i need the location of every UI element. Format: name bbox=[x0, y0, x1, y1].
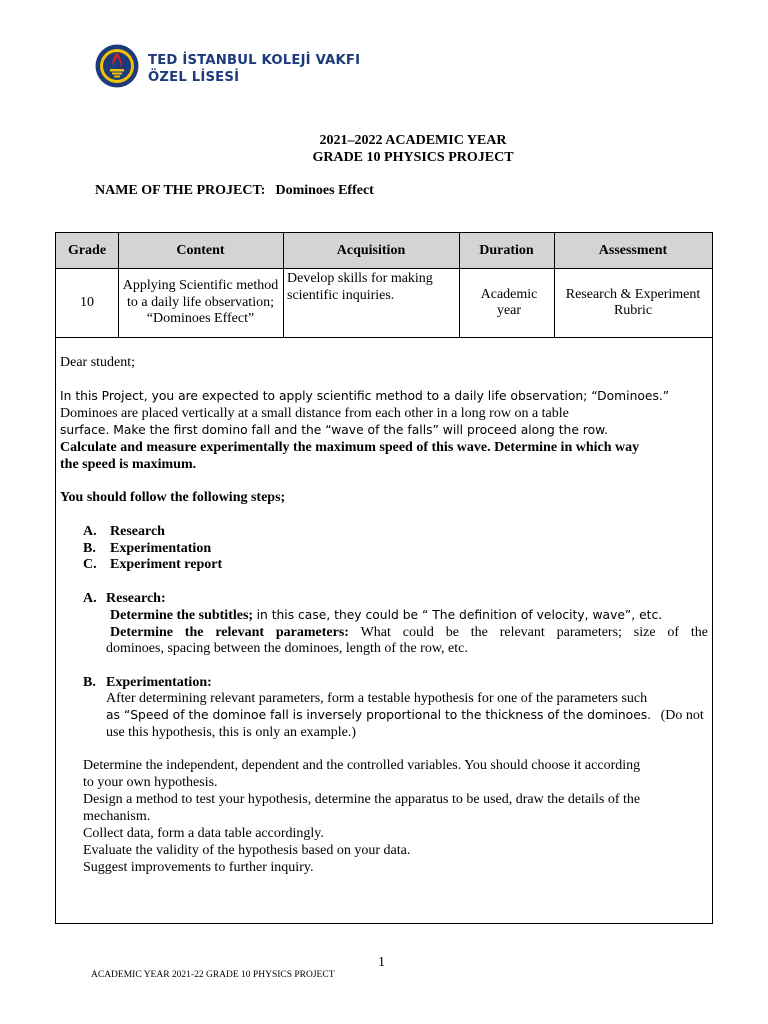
hypothesis-note: (Do not bbox=[660, 708, 704, 723]
school-name bbox=[148, 52, 360, 86]
params-label: Determine the relevant parameters: bbox=[110, 625, 349, 640]
step-label: Experimentation bbox=[110, 541, 212, 556]
project-name-line bbox=[95, 183, 374, 199]
task-line-1: Calculate and measure experimentally the maximum speed of this wave. Determine in which way bbox=[60, 440, 640, 455]
table-cell-assessment: Research & Experiment Rubric bbox=[565, 286, 701, 318]
step-letter: A. bbox=[83, 524, 97, 539]
project-name-label: NAME OF THE PROJECT: bbox=[95, 183, 266, 198]
table-cell-content: Applying Scientific method to a daily life observation; “Dominoes Effect” bbox=[122, 278, 279, 327]
task-line-2: the speed is maximum. bbox=[60, 457, 197, 472]
page-number: 1 bbox=[378, 955, 385, 970]
closing-line: Design a method to test your hypothesis, determine the apparatus to be used, draw the details of the bbox=[83, 792, 641, 807]
research-heading: Research: bbox=[106, 591, 166, 606]
table-cell-acquisition: Develop skills for making scientific inquiries. bbox=[287, 271, 433, 303]
table-header-grade: Grade bbox=[67, 242, 107, 258]
hypothesis-example: as “Speed of the dominoe fall is inversely proportional to the thickness of the dominoes. bbox=[106, 708, 652, 722]
academic-year-title: 2021–2022 ACADEMIC YEAR bbox=[319, 133, 507, 148]
experimentation-heading: Experimentation: bbox=[106, 675, 212, 690]
table-header-duration: Duration bbox=[479, 242, 534, 258]
research-params-line-2: dominoes, spacing between the dominoes, length of the row, etc. bbox=[106, 641, 468, 656]
step-label: Research bbox=[110, 524, 165, 539]
page-footer: ACADEMIC YEAR 2021-22 GRADE 10 PHYSICS PROJECT bbox=[91, 970, 335, 980]
research-letter: A. bbox=[83, 591, 97, 606]
table-header-acquisition: Acquisition bbox=[336, 242, 406, 258]
school-name-line1: TED İSTANBUL KOLEJİ VAKFI bbox=[148, 53, 361, 68]
project-name-value: Dominoes Effect bbox=[275, 183, 374, 198]
table-cell-duration: Academic year bbox=[480, 286, 538, 318]
closing-line: Collect data, form a data table accordingly. bbox=[83, 826, 324, 841]
closing-block bbox=[83, 757, 709, 876]
closing-line: mechanism. bbox=[83, 809, 151, 824]
research-subtitles-line bbox=[110, 607, 662, 624]
steps-intro: You should follow the following steps; bbox=[60, 490, 286, 505]
table-header-content: Content bbox=[176, 242, 225, 258]
closing-line: Determine the independent, dependent and the controlled variables. You should choose it according bbox=[83, 758, 641, 773]
closing-line: to your own hypothesis. bbox=[83, 775, 218, 790]
intro-line-3: surface. Make the first domino fall and the “wave of the falls” will proceed along the row. bbox=[60, 423, 608, 437]
table-header-assessment: Assessment bbox=[598, 242, 668, 258]
school-logo-icon bbox=[95, 44, 139, 88]
experimentation-line-1: After determining relevant parameters, form a testable hypothesis for one of the parameters such bbox=[106, 691, 648, 706]
project-grade-title: GRADE 10 PHYSICS PROJECT bbox=[312, 150, 514, 165]
step-letter: C. bbox=[83, 557, 97, 572]
school-name-line2: ÖZEL LİSESİ bbox=[148, 70, 240, 85]
subtitles-text: in this case, they could be “ The definition of velocity, wave”, etc. bbox=[256, 608, 663, 622]
params-text: What could be the relevant parameters; size of the bbox=[360, 625, 708, 640]
experimentation-letter: B. bbox=[83, 675, 96, 690]
experimentation-line-2 bbox=[106, 707, 708, 724]
subtitles-label: Determine the subtitles; bbox=[110, 608, 254, 623]
closing-line: Suggest improvements to further inquiry. bbox=[83, 860, 314, 875]
step-letter: B. bbox=[83, 541, 96, 556]
intro-line-1: In this Project, you are expected to apply scientific method to a daily life observation; “Dominoes.” bbox=[60, 389, 670, 403]
table-cell-grade: 10 bbox=[80, 294, 94, 310]
intro-line-2: Dominoes are placed vertically at a small distance from each other in a long row on a table bbox=[60, 406, 569, 421]
closing-line: Evaluate the validity of the hypothesis based on your data. bbox=[83, 843, 411, 858]
greeting: Dear student; bbox=[60, 355, 136, 370]
experimentation-line-3: use this hypothesis, this is only an example.) bbox=[106, 725, 357, 740]
research-params-line bbox=[110, 624, 708, 641]
step-label: Experiment report bbox=[110, 557, 223, 572]
